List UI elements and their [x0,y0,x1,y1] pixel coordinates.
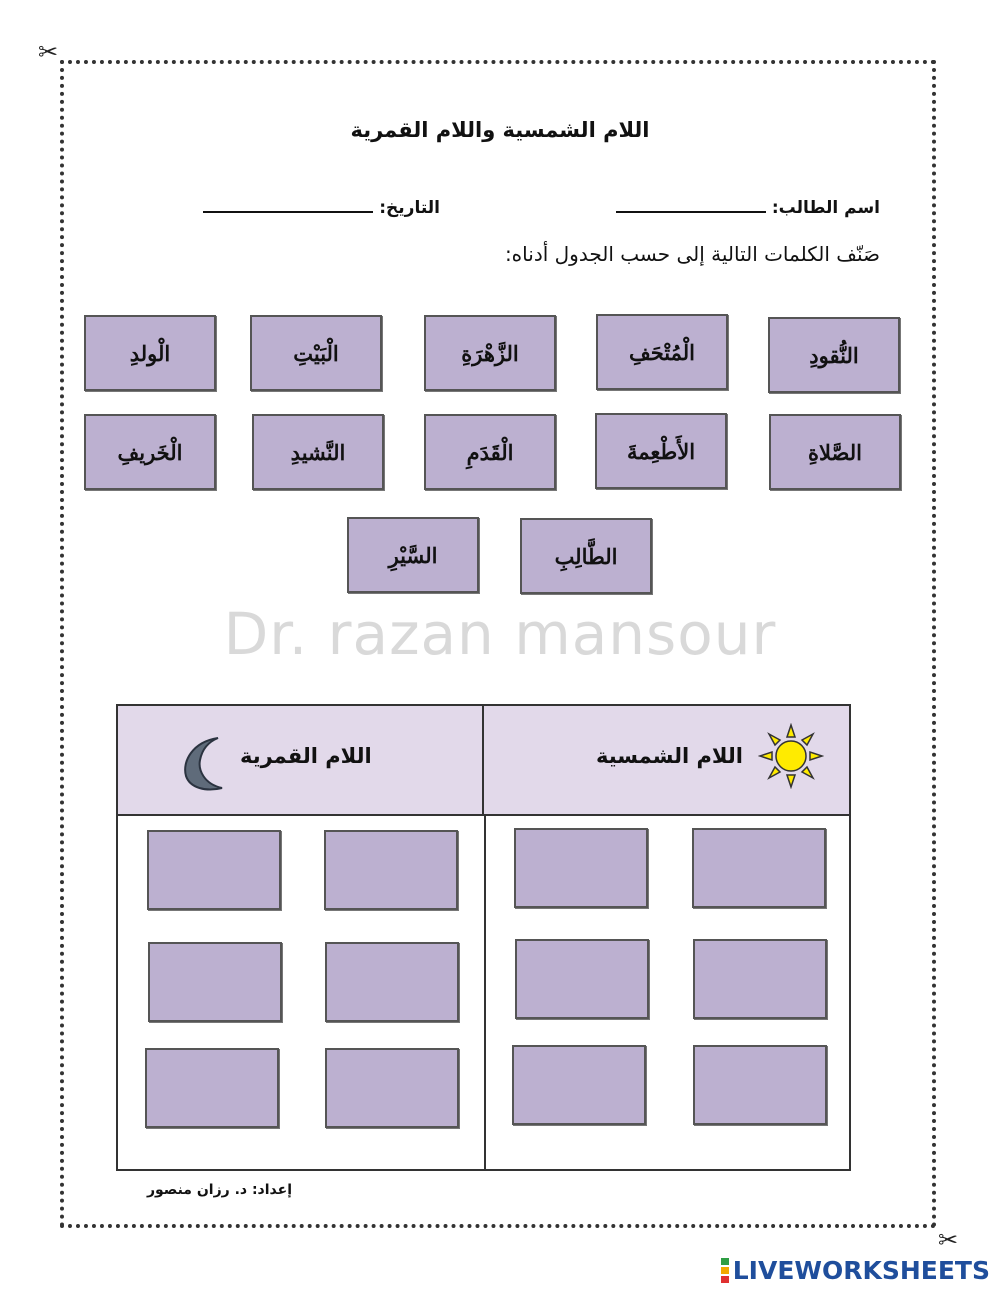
worksheet-title: اللام الشمسية واللام القمرية [350,118,650,142]
sun-drop-slot[interactable] [693,1045,827,1125]
date-field [200,198,440,218]
word-card[interactable]: السَّيْرِ [347,517,479,593]
table-column-divider [484,816,486,1169]
liveworksheets-logo-text: LIVEWORKSHEETS [732,1256,990,1285]
crescent-moon-icon [178,734,228,794]
moon-drop-slot[interactable] [325,1048,459,1128]
author-credit: إعداد: د. رزان منصور [146,1182,292,1198]
word-card[interactable]: الصَّلاةِ [769,414,901,490]
word-card[interactable]: النَّشيدِ [252,414,384,490]
watermark-text: Dr. razan mansour [223,600,777,668]
liveworksheets-logo [721,1256,990,1285]
sun-letter-header [484,706,849,816]
word-card[interactable]: الْقَدَمِ [424,414,556,490]
student-name-field [616,198,880,218]
word-card[interactable]: الْولدِ [84,315,216,391]
moon-drop-slot[interactable] [145,1048,279,1128]
moon-letter-header-label: اللام القمرية [240,744,372,768]
moon-drop-slot[interactable] [325,942,459,1022]
sun-drop-slot[interactable] [515,939,649,1019]
classification-table [116,704,851,1171]
student-name-label: اسم الطالب: [771,198,880,218]
sun-drop-slot[interactable] [692,828,826,908]
date-blank[interactable] [203,210,373,213]
scissors-icon: ✂ [38,38,59,66]
word-card[interactable]: الطَّالِبِ [520,518,652,594]
sun-drop-slot[interactable] [514,828,648,908]
word-card[interactable]: الْمُتْحَفِ [596,314,728,390]
word-card[interactable]: الأَطْعِمةَ [595,413,727,489]
scissors-icon: ✂ [938,1226,959,1254]
sun-drop-slot[interactable] [512,1045,646,1125]
word-card[interactable]: الْبَيْتِ [250,315,382,391]
word-card[interactable]: النُّقودِ [768,317,900,393]
instruction-text: صَنّف الكلمات التالية إلى حسب الجدول أدناه: [504,242,880,266]
sun-drop-slot[interactable] [693,939,827,1019]
date-label: التاريخ: [379,198,440,218]
word-card[interactable]: الزَّهْرَةِ [424,315,556,391]
liveworksheets-logo-icon [721,1257,729,1284]
word-card[interactable]: الْخَريفِ [84,414,216,490]
moon-drop-slot[interactable] [148,942,282,1022]
sun-letter-header-label: اللام الشمسية [596,744,743,768]
moon-drop-slot[interactable] [147,830,281,910]
moon-drop-slot[interactable] [324,830,458,910]
student-name-blank[interactable] [616,210,766,213]
moon-letter-header [118,706,484,816]
sun-icon [758,723,824,789]
